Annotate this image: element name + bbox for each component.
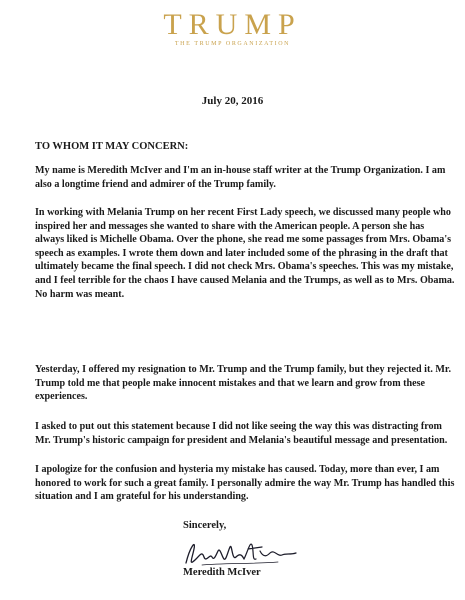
letter-date: July 20, 2016 (201, 95, 264, 107)
organization-tagline: THE TRUMP ORGANIZATION (174, 41, 291, 47)
trump-logo: TRUMP (163, 8, 302, 41)
paragraph-apology: I apologize for the confusion and hysteria my mistake has caused. Today, more than ever, I am honored to work for such a great family. I personally admire the way Mr. Trump has handled this situation and I am grateful for his understanding. (35, 464, 455, 503)
closing: Sincerely, (183, 520, 227, 531)
paragraph-resignation: Yesterday, I offered my resignation to Mr. Trump and the Trump family, but they rejected it. Mr. Trump told me that people make innocent mistakes and that we learn and grow from these experiences. (35, 364, 451, 403)
paragraph-introduction: My name is Meredith McIver and I'm an in-house staff writer at the Trump Organization. I am also a longtime friend and admirer of the Trump family. (35, 165, 446, 190)
paragraph-speech-account: In working with Melania Trump on her recent First Lady speech, we discussed many people who inspired her and messages she wanted to share with the American people. A person she has always liked is Michelle Obama. Over the phone, she read me some passages from Mrs. Obama's speech as examples. I wrote them down and later included some of the phrasing in the draft that ultimately became the final speech. I did not check Mrs. Obama's speeches. This was my mistake, and I feel terrible for the chaos I have caused Melania and the Trumps, as well as to Mrs. Obama. No harm was meant. (35, 207, 455, 300)
salutation: TO WHOM IT MAY CONCERN: (35, 141, 189, 152)
signer-name: Meredith McIver (183, 567, 261, 578)
paragraph-statement-reason: I asked to put out this statement because I did not like seeing the way this was distracting from Mr. Trump's historic campaign for president and Melania's beautiful message and presentation. (35, 421, 448, 446)
letterhead (0, 10, 465, 47)
